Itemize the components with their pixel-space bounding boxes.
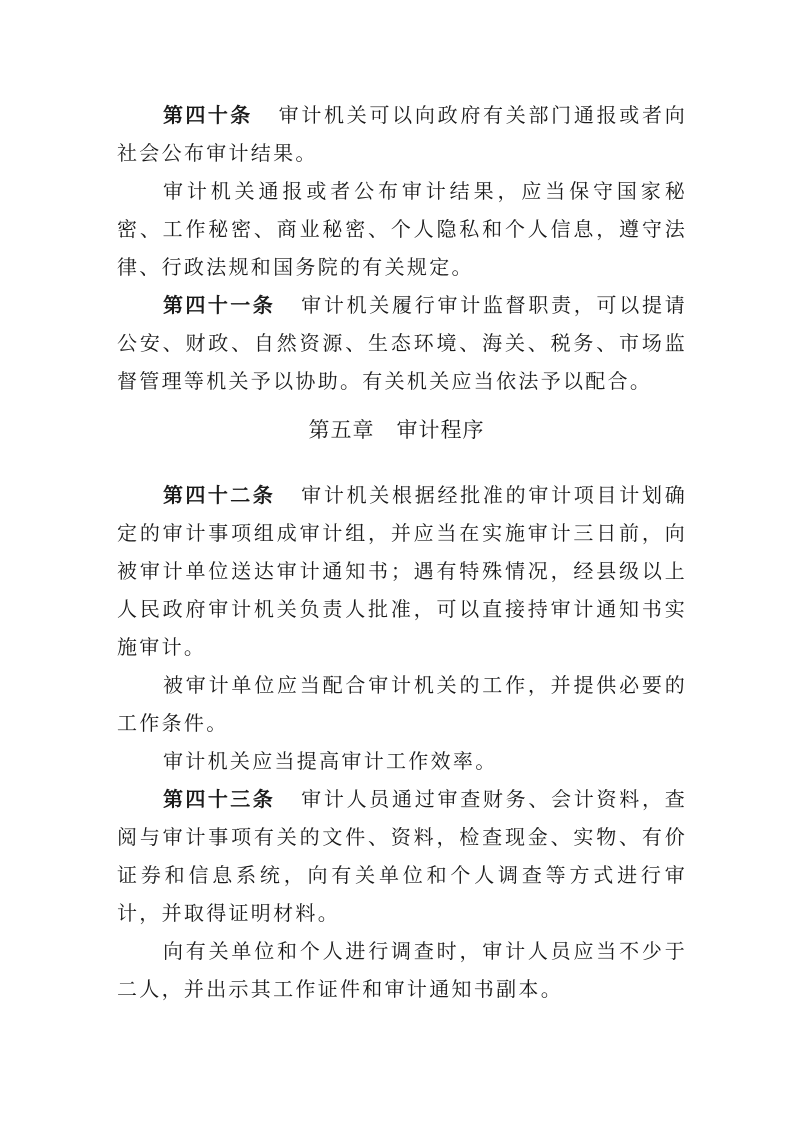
articles-40-41 bbox=[117, 96, 687, 400]
chapter-title: 审计程序 bbox=[396, 418, 485, 442]
articles-42-43 bbox=[117, 476, 687, 1008]
article-43-label: 第四十三条 bbox=[163, 787, 276, 811]
chapter-number: 第五章 bbox=[308, 418, 375, 442]
article-40-paragraph-2: 审计机关通报或者公布审计结果，应当保守国家秘密、工作秘密、商业秘密、个人隐私和个人信息，遵守法律、行政法规和国务院的有关规定。 bbox=[117, 179, 687, 279]
article-43-text-1: 审计人员通过审查财务、会计资料，查阅与审计事项有关的文件、资料，检查现金、实物、有价证券和信息系统，向有关单位和个人调查等方式进行审计，并取得证明材料。 bbox=[117, 787, 687, 925]
article-42-label: 第四十二条 bbox=[163, 483, 276, 507]
article-42-paragraph-2: 被审计单位应当配合审计机关的工作，并提供必要的工作条件。 bbox=[117, 673, 687, 735]
article-42-text-1: 审计机关根据经批准的审计项目计划确定的审计事项组成审计组，并应当在实施审计三日前，向被审计单位送达审计通知书；遇有特殊情况，经县级以上人民政府审计机关负责人批准，可以直接持审计通知书实施审计。 bbox=[117, 483, 687, 659]
chapter-heading bbox=[0, 410, 793, 450]
article-42-paragraph-3: 审计机关应当提高审计工作效率。 bbox=[163, 749, 498, 773]
article-41-label: 第四十一条 bbox=[163, 293, 276, 317]
article-40-text-1: 审计机关可以向政府有关部门通报或者向社会公布审计结果。 bbox=[117, 103, 687, 165]
article-43-paragraph-2: 向有关单位和个人进行调查时，审计人员应当不少于二人，并出示其工作证件和审计通知书副本。 bbox=[117, 939, 687, 1001]
article-41-paragraph-1 bbox=[117, 286, 687, 400]
article-41-text-1: 审计机关履行审计监督职责，可以提请公安、财政、自然资源、生态环境、海关、税务、市场监督管理等机关予以协助。有关机关应当依法予以配合。 bbox=[117, 293, 687, 393]
article-42-paragraph-1 bbox=[117, 476, 687, 666]
article-40-label: 第四十条 bbox=[163, 103, 253, 127]
article-43-paragraph-1 bbox=[117, 780, 687, 932]
article-40-paragraph-1 bbox=[117, 96, 687, 172]
